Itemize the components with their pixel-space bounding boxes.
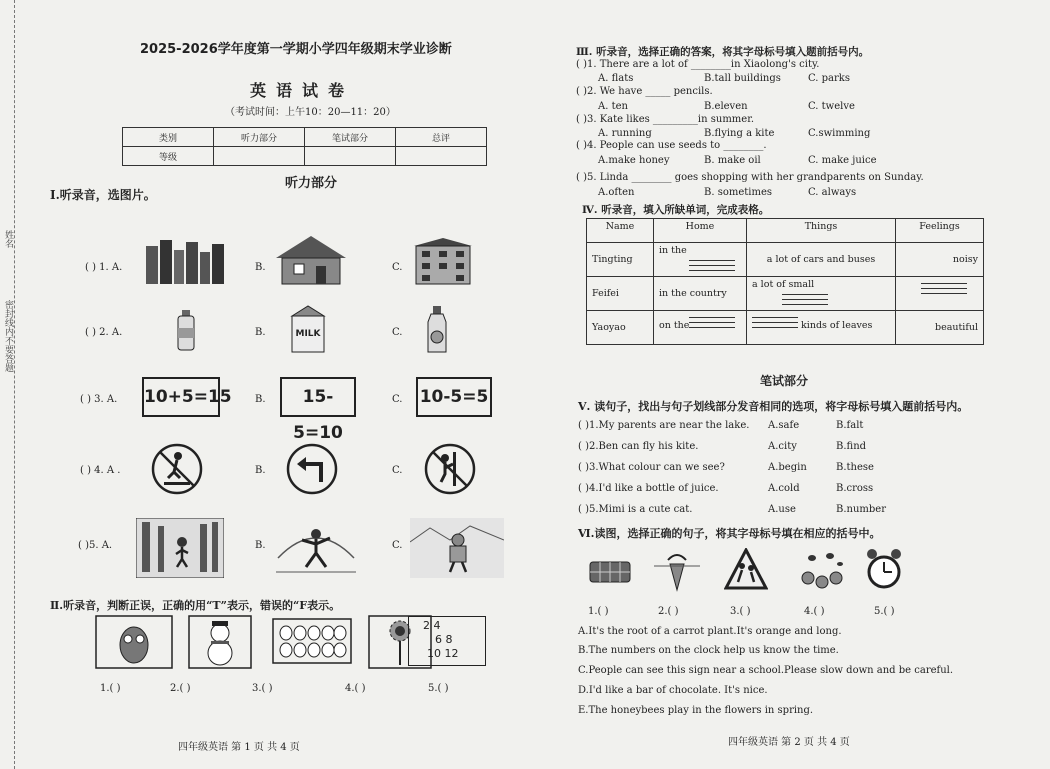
section5-heading: Ⅴ. 读句子，找出与句子划线部分发音相同的选项，将字母标号填入题前括号内。 (578, 400, 969, 413)
table-cell: Yaoyao (587, 311, 654, 345)
house-picture (272, 232, 350, 286)
chocolate-bar-picture (588, 556, 632, 588)
table-header: Name (587, 219, 654, 243)
mc-option: B.flying a kite (704, 128, 775, 139)
even-numbers-card (408, 616, 486, 666)
score-input[interactable] (396, 147, 487, 166)
milk-carton-picture (288, 304, 328, 354)
eggs-picture (272, 618, 352, 664)
page-1 (40, 0, 540, 769)
sentence-option: A.It's the root of a carrot plant.It's orange and long. (578, 626, 842, 637)
no-skateboarding-sign (150, 442, 204, 496)
table-header: Things (747, 219, 896, 243)
answer-blank[interactable]: 4.( ) (345, 683, 366, 694)
fill-blank[interactable] (752, 313, 798, 328)
phonics-option: B.find (836, 441, 867, 452)
answer-blank[interactable]: 3.( ) (730, 606, 751, 617)
q4-b-label[interactable]: B. (255, 465, 266, 476)
phonics-question[interactable]: ( )5.Mimi is a cute cat. (578, 504, 693, 515)
math-sign-a: 10+5=15 (142, 377, 220, 417)
answer-blank[interactable]: 5.( ) (428, 683, 449, 694)
phonics-option: A.begin (768, 462, 807, 473)
table-header: Feelings (896, 219, 984, 243)
flats-picture (408, 236, 478, 286)
no-climbing-sign (423, 442, 477, 496)
exam-time: （考试时间：上午10：20—11：20） (225, 107, 396, 118)
bees-flowers-picture (798, 548, 848, 590)
sentence-option: D.I'd like a bar of chocolate. It's nice. (578, 685, 768, 696)
q2-c-label[interactable]: C. (392, 327, 403, 338)
answer-blank[interactable]: 2.( ) (658, 606, 679, 617)
seal-line (14, 0, 15, 769)
score-cell: 总评 (396, 128, 487, 147)
mc-option: C.swimming (808, 128, 871, 139)
fill-blank[interactable] (921, 279, 967, 294)
mc-question[interactable]: ( )4. People can use seeds to ________. (576, 140, 767, 151)
section4-heading: Ⅳ. 听录音，填入所缺单词，完成表格。 (582, 204, 770, 216)
phonics-question[interactable]: ( )4.I'd like a bottle of juice. (578, 483, 719, 494)
sentence-option: C.People can see this sign near a school.Please slow down and be careful. (578, 665, 954, 676)
mc-option: A. ten (598, 101, 628, 112)
tall-buildings-picture (144, 238, 228, 286)
mc-option: C. twelve (808, 101, 855, 112)
mc-question[interactable]: ( )5. Linda ________ goes shopping with her grandparents on Sunday. (576, 172, 924, 183)
margin-name-label: 姓名 (3, 230, 13, 248)
owl-picture (95, 615, 173, 669)
fill-blank[interactable] (782, 290, 828, 305)
table-row (587, 311, 984, 345)
score-cell: 笔试部分 (305, 128, 396, 147)
mc-option: A.often (598, 187, 635, 198)
fill-blank[interactable] (689, 313, 735, 328)
answer-blank[interactable]: 4.( ) (804, 606, 825, 617)
margin-seal-label: 密封线内不要答题 (3, 300, 13, 372)
score-cell: 听力部分 (214, 128, 305, 147)
school-zone-sign (724, 548, 768, 590)
q1-c-label[interactable]: C. (392, 262, 403, 273)
table-row (587, 277, 984, 311)
fill-blank[interactable] (689, 256, 735, 271)
table-cell: beautiful (896, 311, 984, 345)
score-cell: 等级 (123, 147, 214, 166)
phonics-question[interactable]: ( )2.Ben can fly his kite. (578, 441, 699, 452)
mc-option: B. sometimes (704, 187, 773, 198)
mc-option: B.tall buildings (704, 73, 781, 84)
home-text: in the (659, 245, 687, 256)
q1-b-label[interactable]: B. (255, 262, 266, 273)
phonics-question[interactable]: ( )3.What colour can we see? (578, 462, 725, 473)
turn-left-sign (285, 442, 339, 496)
mc-option: B.eleven (704, 101, 748, 112)
numbers-line: 10 12 (427, 647, 459, 660)
section3-heading: Ⅲ. 听录音，选择正确的答案，将其字母标号填入题前括号内。 (576, 46, 870, 58)
score-input[interactable] (214, 147, 305, 166)
score-input[interactable] (305, 147, 396, 166)
table-row (587, 243, 984, 277)
carrot-root-picture (654, 548, 700, 592)
exam-title: 2025-2026学年度第一学期小学四年级期末学业诊断 (140, 42, 452, 57)
running-in-park-picture (136, 518, 224, 578)
mc-question[interactable]: ( )2. We have _____ pencils. (576, 86, 713, 97)
page2-footer: 四年级英语 第 2 页 共 4 页 (728, 737, 850, 748)
juice-bottle-picture (424, 304, 450, 354)
mc-question[interactable]: ( )3. Kate likes _________in summer. (576, 114, 755, 125)
mc-option: A.make honey (598, 155, 670, 166)
q4-c-label[interactable]: C. (392, 465, 403, 476)
alarm-clock-icon (864, 546, 904, 592)
answer-blank[interactable]: 5.( ) (874, 606, 895, 617)
mc-option: B. make oil (704, 155, 761, 166)
writing-heading: 笔试部分 (760, 374, 809, 388)
things-text: kinds of leaves (801, 320, 873, 331)
page1-footer: 四年级英语 第 1 页 共 4 页 (178, 742, 300, 753)
mc-option: C. make juice (808, 155, 877, 166)
q3-label[interactable]: ( ) 3. A. (80, 394, 118, 405)
section1-heading: Ⅰ.听录音，选图片。 (50, 188, 156, 202)
stretching-picture (272, 518, 360, 578)
table-cell: noisy (896, 243, 984, 277)
water-bottle-picture (174, 308, 198, 352)
q3-c-label[interactable]: C. (392, 394, 403, 405)
things-text: a lot of small (752, 279, 815, 290)
phonics-option: A.cold (768, 483, 800, 494)
table-cell[interactable] (654, 243, 747, 277)
section2-heading: Ⅱ.听录音，判断正误，正确的用“T”表示，错误的“F表示。 (50, 599, 341, 612)
table-header: Home (654, 219, 747, 243)
math-sign-b: 15-5=10 (280, 377, 356, 417)
q5-label[interactable]: ( )5. A. (78, 540, 113, 551)
mc-option: C. parks (808, 73, 850, 84)
skating-picture (410, 518, 504, 578)
phonics-option: A.city (768, 441, 797, 452)
table-cell: a lot of cars and buses (747, 243, 896, 277)
q1-label[interactable]: ( ) 1. A. (85, 262, 123, 273)
page-2 (568, 0, 1038, 769)
answer-blank[interactable]: 1.( ) (588, 606, 609, 617)
snowman-picture (188, 615, 252, 669)
mc-question[interactable]: ( )1. There are a lot of ________in Xiaolong's city. (576, 59, 820, 70)
table-cell[interactable] (747, 277, 896, 311)
answer-blank[interactable]: 3.( ) (252, 683, 273, 694)
score-cell: 类别 (123, 128, 214, 147)
math-sign-c: 10-5=5 (416, 377, 492, 417)
home-text: on the (659, 320, 690, 331)
table-cell[interactable] (747, 311, 896, 345)
phonics-option: B.cross (836, 483, 874, 494)
answer-blank[interactable]: 2.( ) (170, 683, 191, 694)
q5-b-label[interactable]: B. (255, 540, 266, 551)
score-table (122, 127, 487, 166)
table-cell: Tingting (587, 243, 654, 277)
q4-label[interactable]: ( ) 4. A . (80, 465, 121, 476)
phonics-option: B.these (836, 462, 874, 473)
table-cell: in the country (654, 277, 747, 311)
listening-heading: 听力部分 (285, 176, 338, 191)
answer-blank[interactable]: 1.( ) (100, 683, 121, 694)
phonics-option: B.falt (836, 420, 864, 431)
q2-b-label[interactable]: B. (255, 327, 266, 338)
table-cell[interactable] (896, 277, 984, 311)
milk-label: MILK (295, 329, 321, 339)
q3-b-label[interactable]: B. (255, 394, 266, 405)
sentence-option: B.The numbers on the clock help us know the time. (578, 645, 839, 656)
mc-option: C. always (808, 187, 857, 198)
phonics-question[interactable]: ( )1.My parents are near the lake. (578, 420, 750, 431)
numbers-line: 6 8 (435, 633, 453, 646)
mc-option: A. flats (598, 73, 634, 84)
table-cell[interactable] (654, 311, 747, 345)
phonics-option: A.use (768, 504, 796, 515)
phonics-option: B.number (836, 504, 886, 515)
section6-heading: Ⅵ.读图，选择正确的句子，将其字母标号填在相应的括号中。 (578, 527, 881, 540)
q2-label[interactable]: ( ) 2. A. (85, 327, 123, 338)
sentence-option: E.The honeybees play in the flowers in spring. (578, 705, 814, 716)
numbers-line: 2 4 (423, 619, 441, 632)
exam-subtitle: 英语试卷 (250, 81, 355, 100)
mc-option: A. running (598, 128, 652, 139)
phonics-option: A.safe (768, 420, 800, 431)
listening-table (586, 218, 984, 345)
table-cell: Feifei (587, 277, 654, 311)
q5-c-label[interactable]: C. (392, 540, 403, 551)
